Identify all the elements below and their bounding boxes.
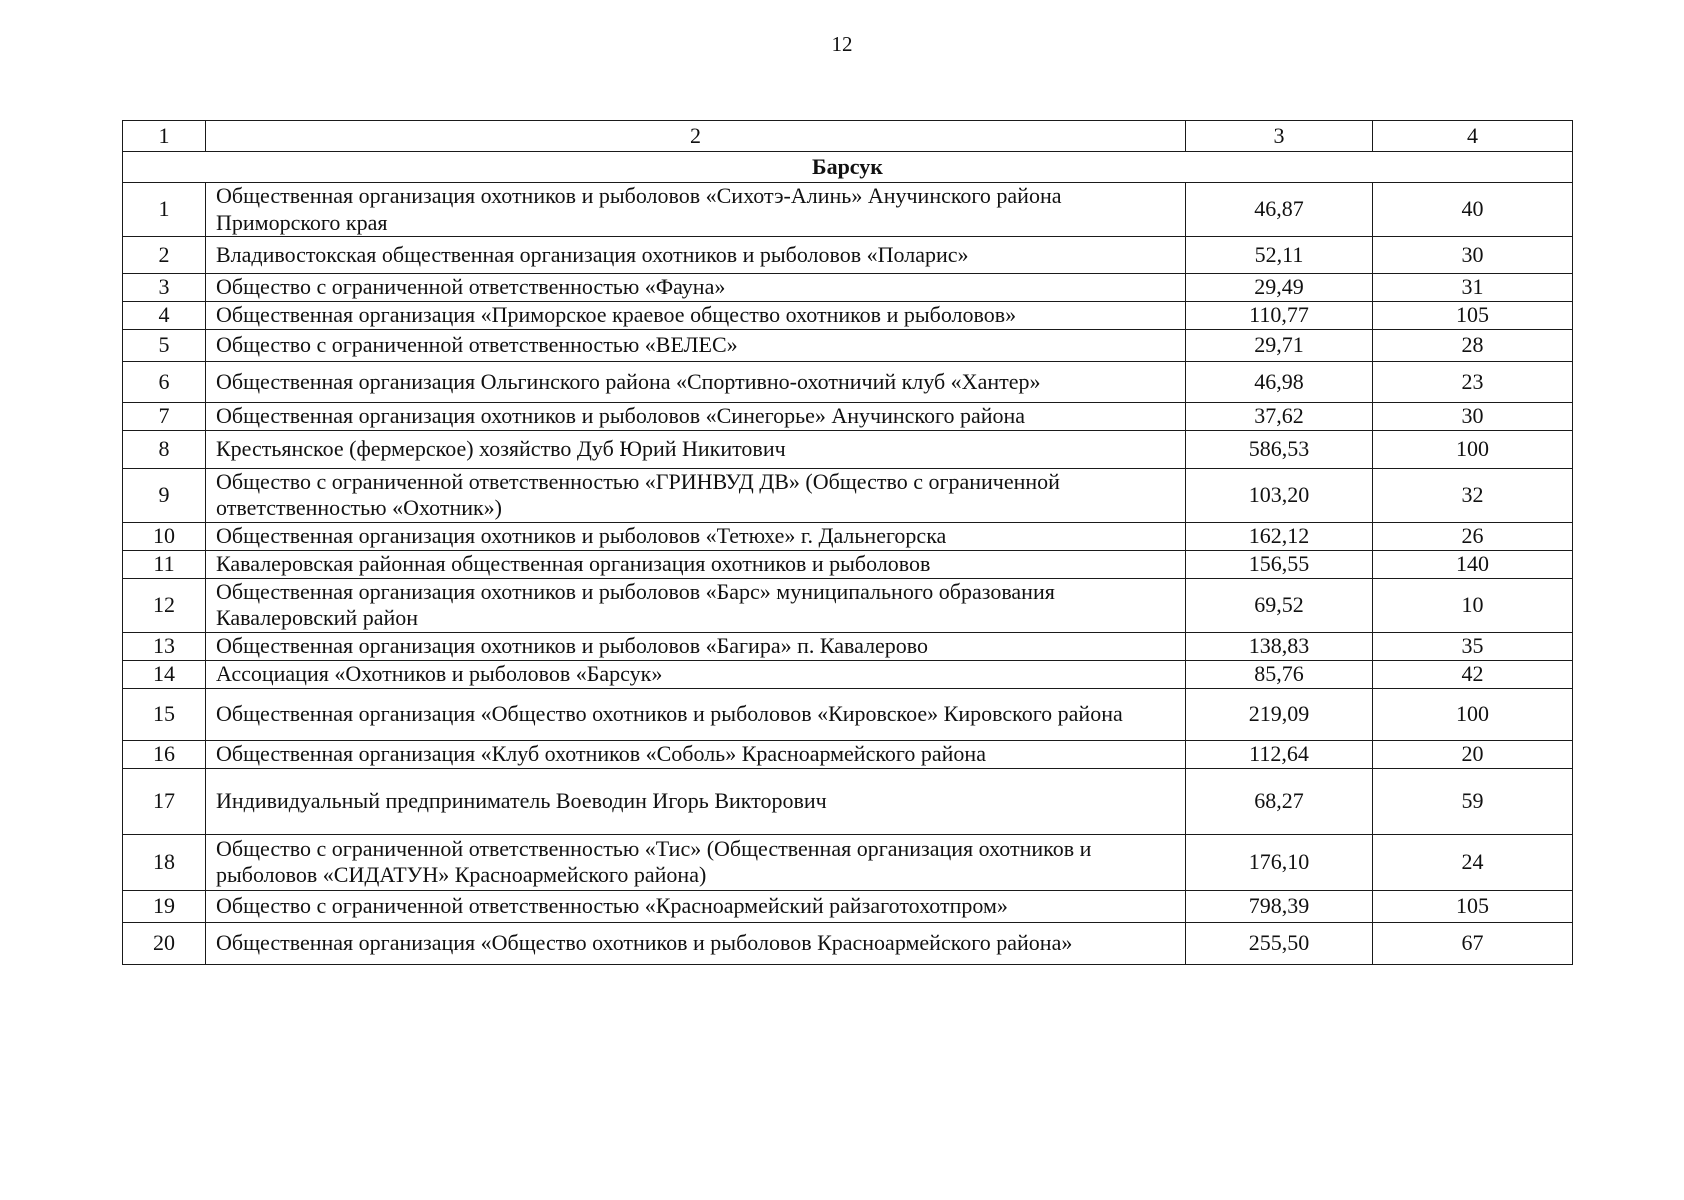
count-value: 100 xyxy=(1373,688,1573,740)
column-header-1: 1 xyxy=(123,121,206,152)
organization-name: Индивидуальный предприниматель Воеводин Игорь Викторович xyxy=(206,768,1186,834)
page-number: 12 xyxy=(831,32,853,56)
count-value: 140 xyxy=(1373,550,1573,578)
organization-name: Ассоциация «Охотников и рыболовов «Барсук» xyxy=(206,660,1186,688)
organization-name: Общественная организация охотников и рыболовов «Барс» муниципального образования Кавалеровский район xyxy=(206,578,1186,632)
organization-name: Общественная организация «Общество охотников и рыболовов «Кировское» Кировского района xyxy=(206,688,1186,740)
table-row xyxy=(123,890,1573,922)
area-value: 112,64 xyxy=(1186,740,1373,768)
area-value: 138,83 xyxy=(1186,632,1373,660)
area-value: 29,71 xyxy=(1186,330,1373,362)
row-number: 6 xyxy=(123,362,206,403)
column-header-2: 2 xyxy=(206,121,1186,152)
table-header-row xyxy=(123,121,1573,152)
section-title: Барсук xyxy=(123,152,1573,183)
count-value: 26 xyxy=(1373,522,1573,550)
table-row xyxy=(123,183,1573,237)
organization-name: Общественная организация «Приморское краевое общество охотников и рыболовов» xyxy=(206,302,1186,330)
count-value: 28 xyxy=(1373,330,1573,362)
table-row xyxy=(123,403,1573,431)
table-row xyxy=(123,550,1573,578)
count-value: 32 xyxy=(1373,469,1573,523)
count-value: 105 xyxy=(1373,302,1573,330)
row-number: 9 xyxy=(123,469,206,523)
column-header-3: 3 xyxy=(1186,121,1373,152)
data-table xyxy=(122,120,1573,965)
organization-name: Крестьянское (фермерское) хозяйство Дуб Юрий Никитович xyxy=(206,431,1186,469)
area-value: 103,20 xyxy=(1186,469,1373,523)
table-row xyxy=(123,578,1573,632)
row-number: 10 xyxy=(123,522,206,550)
area-value: 85,76 xyxy=(1186,660,1373,688)
row-number: 14 xyxy=(123,660,206,688)
table-row xyxy=(123,330,1573,362)
table-row xyxy=(123,274,1573,302)
row-number: 18 xyxy=(123,834,206,890)
table-row xyxy=(123,522,1573,550)
count-value: 30 xyxy=(1373,237,1573,274)
table-row xyxy=(123,834,1573,890)
area-value: 69,52 xyxy=(1186,578,1373,632)
table-row xyxy=(123,237,1573,274)
organization-name: Общественная организация охотников и рыболовов «Багира» п. Кавалерово xyxy=(206,632,1186,660)
count-value: 67 xyxy=(1373,922,1573,964)
organization-name: Владивостокская общественная организация охотников и рыболовов «Поларис» xyxy=(206,237,1186,274)
row-number: 19 xyxy=(123,890,206,922)
table-row xyxy=(123,922,1573,964)
count-value: 59 xyxy=(1373,768,1573,834)
row-number: 8 xyxy=(123,431,206,469)
area-value: 37,62 xyxy=(1186,403,1373,431)
row-number: 20 xyxy=(123,922,206,964)
row-number: 4 xyxy=(123,302,206,330)
table-row xyxy=(123,688,1573,740)
count-value: 23 xyxy=(1373,362,1573,403)
organization-name: Общество с ограниченной ответственностью «Фауна» xyxy=(206,274,1186,302)
organization-name: Кавалеровская районная общественная организация охотников и рыболовов xyxy=(206,550,1186,578)
count-value: 40 xyxy=(1373,183,1573,237)
area-value: 798,39 xyxy=(1186,890,1373,922)
row-number: 17 xyxy=(123,768,206,834)
row-number: 15 xyxy=(123,688,206,740)
organization-name: Общественная организация охотников и рыболовов «Сихотэ-Алинь» Анучинского района Приморского края xyxy=(206,183,1186,237)
organization-name: Общество с ограниченной ответственностью «Красноармейский райзаготохотпром» xyxy=(206,890,1186,922)
row-number: 12 xyxy=(123,578,206,632)
count-value: 105 xyxy=(1373,890,1573,922)
organization-name: Общество с ограниченной ответственностью «ГРИНВУД ДВ» (Общество с ограниченной ответственностью «Охотник») xyxy=(206,469,1186,523)
organization-name: Общество с ограниченной ответственностью «ВЕЛЕС» xyxy=(206,330,1186,362)
row-number: 7 xyxy=(123,403,206,431)
organization-name: Общественная организация охотников и рыболовов «Синегорье» Анучинского района xyxy=(206,403,1186,431)
count-value: 10 xyxy=(1373,578,1573,632)
table-row xyxy=(123,768,1573,834)
organization-name: Общество с ограниченной ответственностью «Тис» (Общественная организация охотников и рыболовов «СИДАТУН» Красноармейского района) xyxy=(206,834,1186,890)
table-row xyxy=(123,302,1573,330)
table-row xyxy=(123,632,1573,660)
count-value: 35 xyxy=(1373,632,1573,660)
section-row xyxy=(123,152,1573,183)
table-row xyxy=(123,740,1573,768)
area-value: 52,11 xyxy=(1186,237,1373,274)
area-value: 176,10 xyxy=(1186,834,1373,890)
table-row xyxy=(123,469,1573,523)
row-number: 3 xyxy=(123,274,206,302)
area-value: 162,12 xyxy=(1186,522,1373,550)
count-value: 100 xyxy=(1373,431,1573,469)
column-header-4: 4 xyxy=(1373,121,1573,152)
area-value: 219,09 xyxy=(1186,688,1373,740)
organization-name: Общественная организация Ольгинского района «Спортивно-охотничий клуб «Хантер» xyxy=(206,362,1186,403)
area-value: 68,27 xyxy=(1186,768,1373,834)
table-row xyxy=(123,362,1573,403)
area-value: 29,49 xyxy=(1186,274,1373,302)
area-value: 110,77 xyxy=(1186,302,1373,330)
area-value: 46,98 xyxy=(1186,362,1373,403)
area-value: 46,87 xyxy=(1186,183,1373,237)
count-value: 42 xyxy=(1373,660,1573,688)
count-value: 20 xyxy=(1373,740,1573,768)
row-number: 16 xyxy=(123,740,206,768)
count-value: 31 xyxy=(1373,274,1573,302)
area-value: 156,55 xyxy=(1186,550,1373,578)
row-number: 13 xyxy=(123,632,206,660)
row-number: 1 xyxy=(123,183,206,237)
area-value: 255,50 xyxy=(1186,922,1373,964)
count-value: 24 xyxy=(1373,834,1573,890)
organization-name: Общественная организация охотников и рыболовов «Тетюхе» г. Дальнегорска xyxy=(206,522,1186,550)
count-value: 30 xyxy=(1373,403,1573,431)
row-number: 2 xyxy=(123,237,206,274)
area-value: 586,53 xyxy=(1186,431,1373,469)
organization-name: Общественная организация «Общество охотников и рыболовов Красноармейского района» xyxy=(206,922,1186,964)
table-row xyxy=(123,660,1573,688)
organization-name: Общественная организация «Клуб охотников «Соболь» Красноармейского района xyxy=(206,740,1186,768)
row-number: 5 xyxy=(123,330,206,362)
row-number: 11 xyxy=(123,550,206,578)
table-row xyxy=(123,431,1573,469)
